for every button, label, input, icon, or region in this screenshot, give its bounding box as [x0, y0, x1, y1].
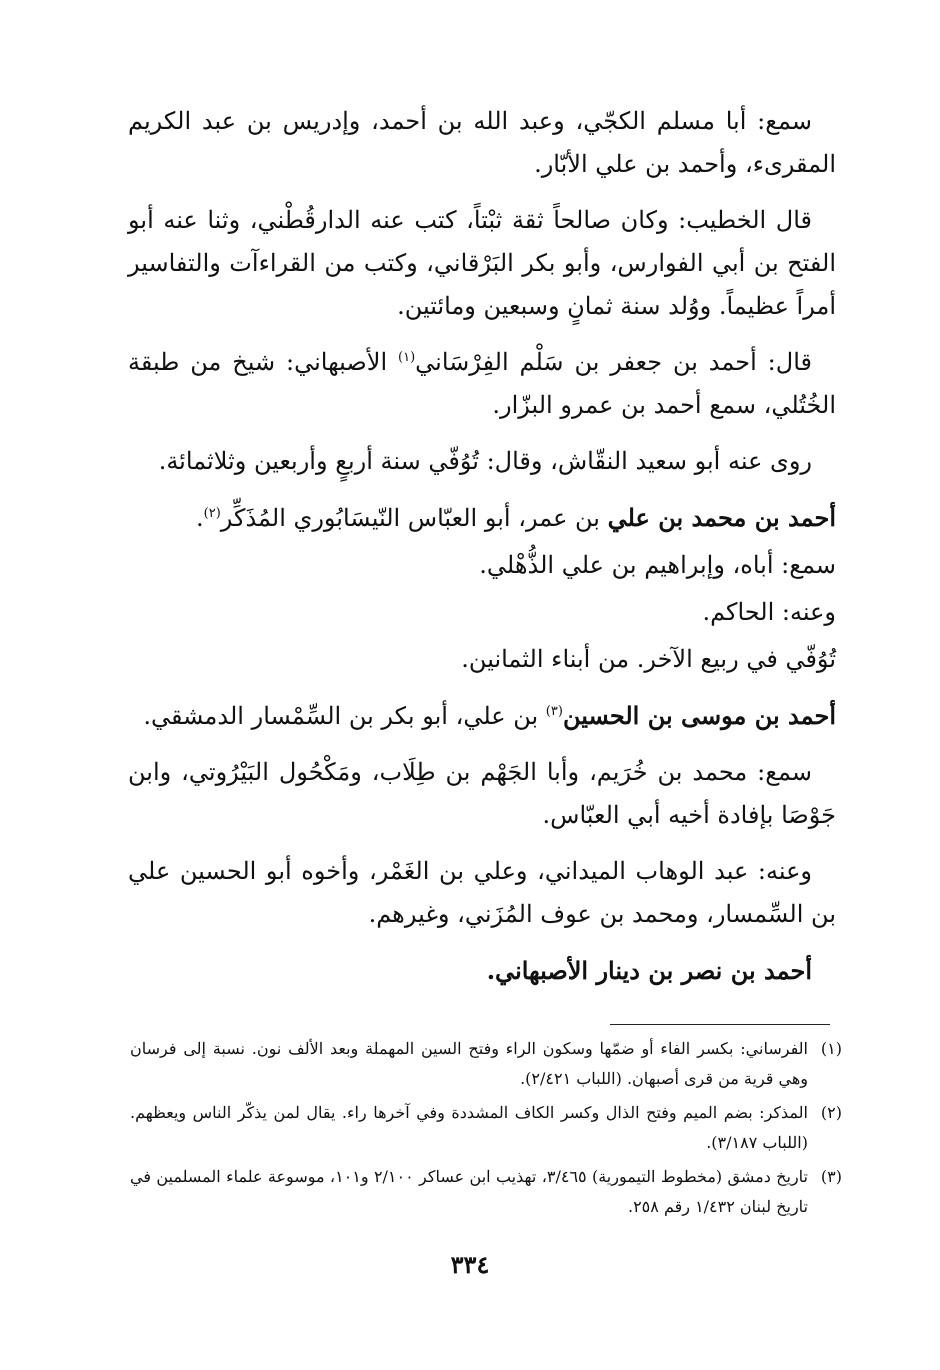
footnote-2 — [130, 1098, 842, 1158]
footnote-text: الفرساني: بكسر الفاء أو ضمّها وسكون الراء وفتح السين المهملة وبعد الألف نون. نسبة إلى فرسان وهي قرية من قرى أصبهان. (اللباب ٢/٤٢١). — [130, 1039, 808, 1088]
entry-name: أحمد بن نصر بن دينار الأصبهاني. — [486, 956, 812, 985]
footnotes — [130, 1034, 842, 1226]
footnote-3 — [130, 1162, 842, 1222]
entry-heading-ahmad-bin-musa: أحمد بن موسى بن الحسين$^{(٣)}$ بن علي، أبو بكر بن السِّمْسار الدمشقي. — [143, 701, 836, 730]
footnote-ref-1[interactable]: (١) — [398, 350, 416, 365]
paragraph-1: سمع: أبا مسلم الكجّي، وعبد الله بن أحمد، وإدريس بن عبد الكريم المقرىء، وأحمد بن علي الأبّار. — [128, 107, 836, 178]
entry-heading-ahmad-bin-nasr — [128, 949, 836, 993]
paragraph-8: تُوُفّي في ربيع الآخر. من أبناء الثمانين. — [461, 645, 836, 673]
footnote-separator — [610, 1024, 830, 1025]
footnote-number: (٢) — [820, 1103, 842, 1122]
paragraph-3: قال: أحمد بن جعفر بن سَلْم الفِرْسَاني$^{(١)}$ الأصبهاني: شيخ من طبقة الخُتُلي، سمع أحمد بن عمرو البزّار. — [128, 348, 836, 419]
footnote-text: المذكر: بضم الميم وفتح الذال وكسر الكاف المشددة وفي آخرها راء. يقال لمن يذكّر الناس ويعظهم. (اللباب ٣/١٨٧). — [130, 1103, 808, 1152]
entry-name: أحمد بن موسى بن الحسين — [562, 701, 836, 730]
footnote-ref-2[interactable]: (٢) — [203, 506, 221, 521]
entry-heading-ahmad-bin-muhammad: أحمد بن محمد بن علي بن عمر، أبو العبّاس النّيسَابُوري المُذَكِّر$^{(٢)}$. — [196, 503, 836, 532]
footnote-number: (١) — [820, 1039, 842, 1058]
paragraph-6: سمع: أباه، وإبراهيم بن علي الذُّهْلي. — [479, 551, 836, 579]
footnote-text: تاريخ دمشق (مخطوط التيمورية) ٣/٤٦٥، تهذيب ابن عساكر ٢/١٠٠ و١٠١، موسوعة علماء المسلمين في تاريخ لبنان ١/٤٣٢ رقم ٢٥٨. — [130, 1167, 809, 1216]
paragraph-11: وعنه: عبد الوهاب الميداني، وعلي بن الغَمْر، وأخوه أبو الحسين علي بن السِّمسار، ومحمد بن عوف المُزَني، وغيرهم. — [128, 857, 836, 928]
page-number: ٣٣٤ — [450, 1250, 490, 1279]
footnote-1 — [130, 1034, 842, 1094]
footnote-ref-3[interactable]: (٣) — [545, 704, 563, 719]
footnote-number: (٣) — [820, 1167, 842, 1186]
paragraph-2: قال الخطيب: وكان صالحاً ثقة ثبْتاً، كتب عنه الدارقُطْني، وثنا عنه أبو الفتح بن أبي الفوارس، وأبو بكر البَرْقاني، وكتب من القراءآت والتفاسير أمراً عظيماً. ووُلد سنة ثمانٍ وسبعين ومائتين. — [128, 206, 836, 320]
entry-name: أحمد بن محمد بن علي — [607, 503, 836, 532]
paragraph-10: سمع: محمد بن خُرَيم، وأبا الجَهْم بن طِلَاب، ومَكْحُول البَيْرُوتي، وابن جَوْصَا بإفادة أخيه أبي العبّاس. — [128, 758, 836, 829]
main-text — [128, 100, 836, 1006]
paragraph-4: روى عنه أبو سعيد النقّاش، وقال: تُوُفّي سنة أربعٍ وأربعين وثلاثمائة. — [158, 447, 812, 475]
paragraph-7: وعنه: الحاكم. — [702, 598, 836, 626]
